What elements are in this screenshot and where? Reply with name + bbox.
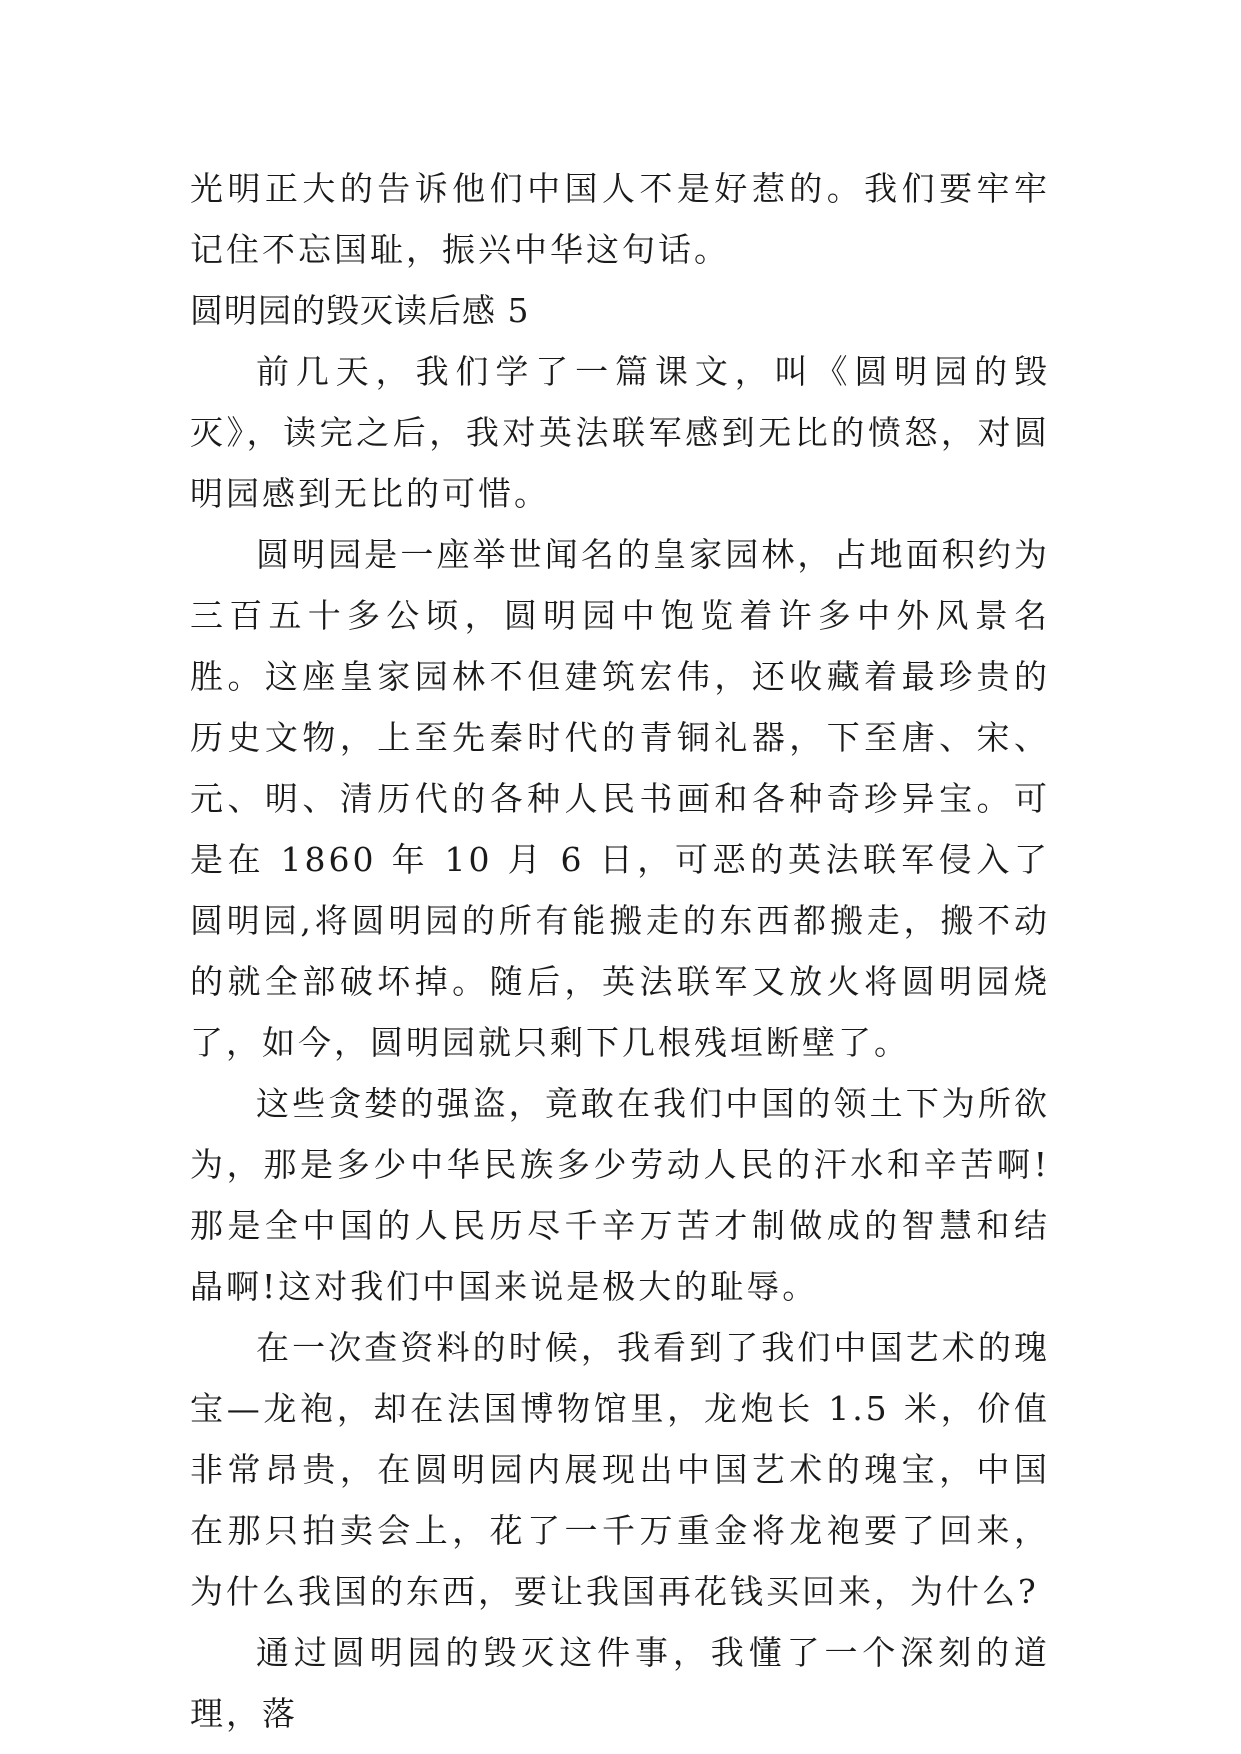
section-title: 圆明园的毁灭读后感 5: [190, 291, 530, 330]
document-body: [190, 158, 1050, 1744]
paragraph-3: 这些贪婪的强盗，竟敢在我们中国的领土下为所欲为，那是多少中华民族多少劳动人民的汗水和辛苦啊!那是全中国的人民历尽千辛万苦才制做成的智慧和结晶啊!这对我们中国来说是极大的耻辱。: [190, 1084, 1050, 1306]
paragraph-4: 在一次查资料的时候，我看到了我们中国艺术的瑰宝—龙袍，却在法国博物馆里，龙炮长 1.5 米，价值非常昂贵，在圆明园内展现出中国艺术的瑰宝，中国在那只拍卖会上，花了一千万重金将龙袍要了回来，为什么我国的东西，要让我国再花钱买回来，为什么?: [190, 1328, 1050, 1611]
intro-paragraph: 光明正大的告诉他们中国人不是好惹的。我们要牢牢记住不忘国耻，振兴中华这句话。: [190, 169, 1050, 269]
paragraph-1: 前几天，我们学了一篇课文，叫《圆明园的毁灭》，读完之后，我对英法联军感到无比的愤怒，对圆明园感到无比的可惜。: [190, 352, 1050, 513]
paragraph-2: 圆明园是一座举世闻名的皇家园林，占地面积约为三百五十多公顷，圆明园中饱览着许多中外风景名胜。这座皇家园林不但建筑宏伟，还收藏着最珍贵的历史文物，上至先秦时代的青铜礼器，下至唐、宋、元、明、清历代的各种人民书画和各种奇珍异宝。可是在 1860 年 10 月 6 日，可恶的英法联军侵入了圆明园,将圆明园的所有能搬走的东西都搬走，搬不动的就全部破坏掉。随后，英法联军又放火将圆明园烧了，如今，圆明园就只剩下几根残垣断壁了。: [190, 535, 1050, 1062]
paragraph-5: 通过圆明园的毁灭这件事，我懂了一个深刻的道理，落: [190, 1633, 1050, 1733]
